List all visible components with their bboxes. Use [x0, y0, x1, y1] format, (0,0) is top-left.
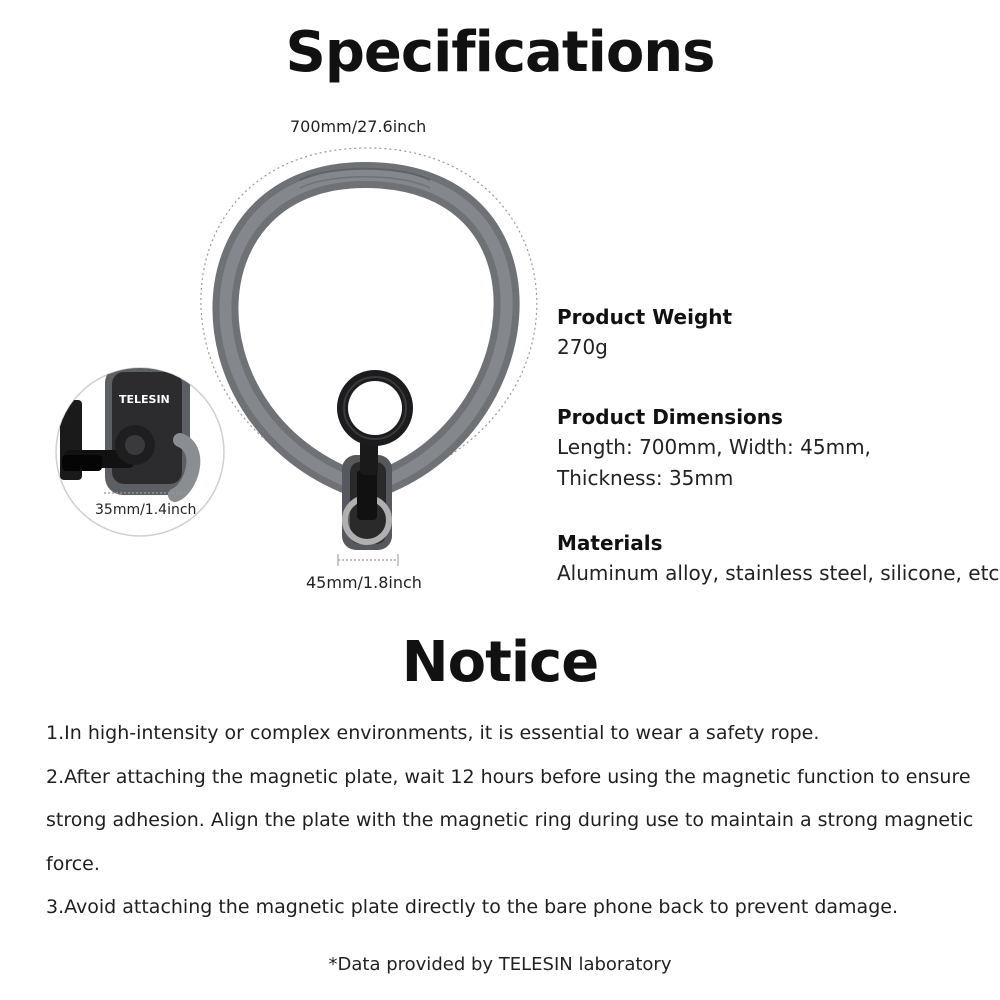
length-dimension-label: 700mm/27.6inch — [290, 117, 427, 136]
notice-list — [46, 712, 976, 930]
notice-item: 2.After attaching the magnetic plate, wait 12 hours before using the magnetic function to ensure strong adhesion. Align the plate with the magnetic ring during use to maintain a strong magnetic force. — [46, 765, 974, 875]
spec-value: Aluminum alloy, stainless steel, silicone, etc — [557, 561, 1000, 585]
spec-label: Product Dimensions — [557, 405, 783, 429]
spec-value: 270g — [557, 335, 608, 359]
spec-value: Thickness: 35mm — [557, 466, 734, 490]
footnote: *Data provided by TELESIN laboratory — [328, 954, 672, 975]
spec-materials — [557, 528, 999, 589]
spec-label: Product Weight — [557, 305, 733, 329]
notice-item: 3.Avoid attaching the magnetic plate directly to the bare phone back to prevent damage. — [46, 896, 898, 918]
thickness-dimension-label: 35mm/1.4inch — [95, 502, 197, 518]
spec-weight — [557, 302, 732, 363]
notice-title: Notice — [401, 630, 599, 695]
specifications-title: Specifications — [285, 20, 715, 85]
spec-label: Materials — [557, 531, 663, 555]
spec-dimensions — [557, 402, 871, 494]
width-dimension-label: 45mm/1.8inch — [306, 573, 422, 592]
product-logo: TELESIN — [119, 393, 170, 406]
notice-item: 1.In high-intensity or complex environments, it is essential to wear a safety rope. — [46, 722, 820, 744]
spec-value: Length: 700mm, Width: 45mm, — [557, 435, 871, 459]
